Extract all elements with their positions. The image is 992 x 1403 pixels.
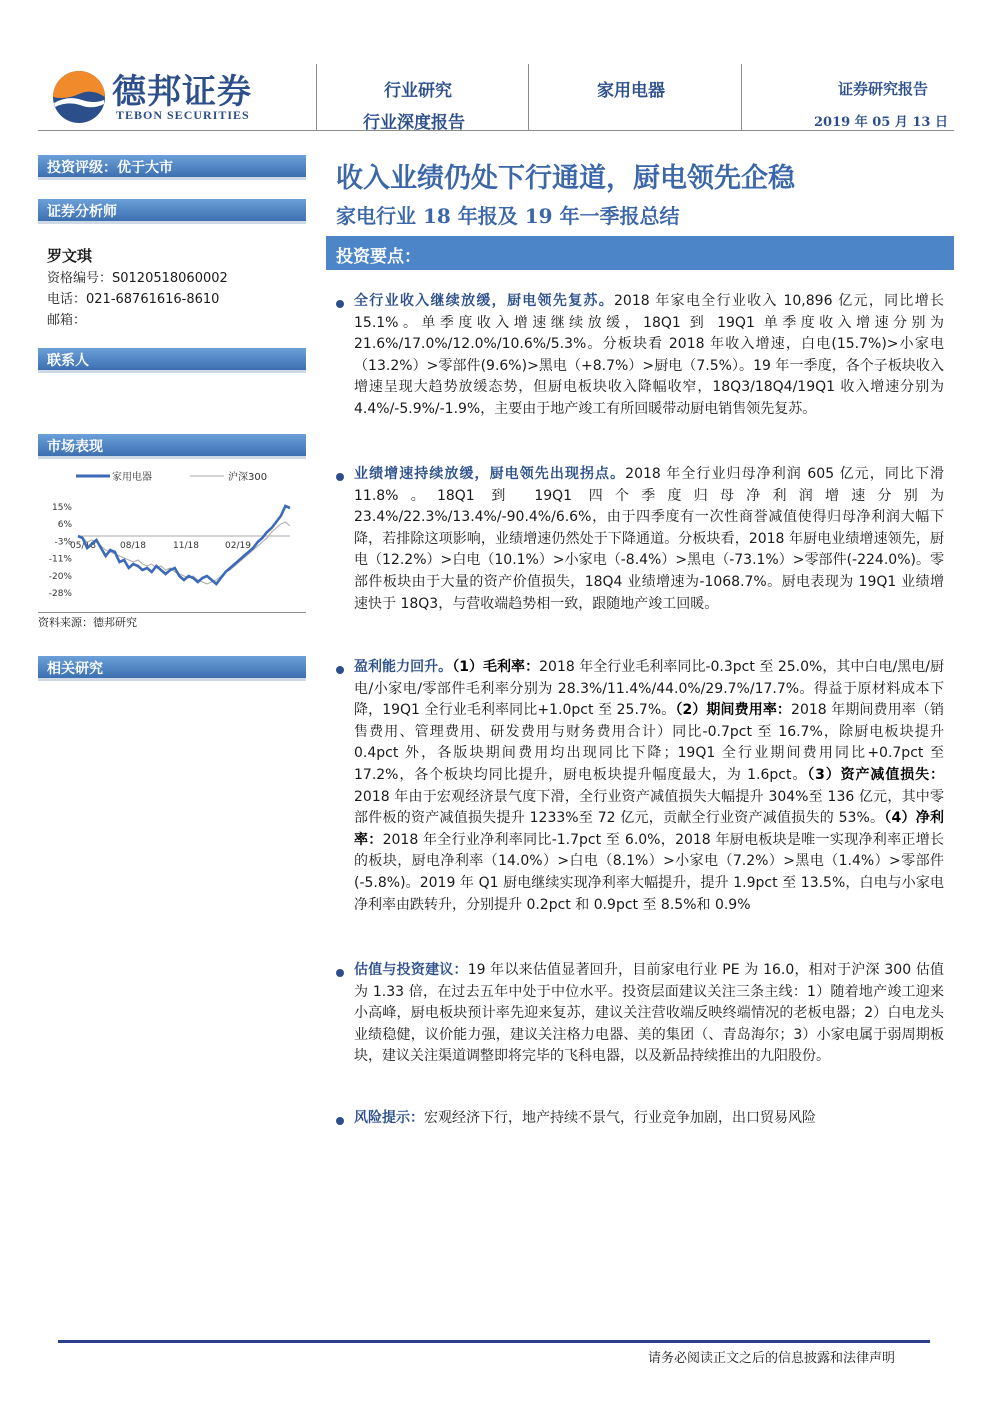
key-points-bar [326, 236, 954, 270]
logo-text-cn: 德邦证券 [112, 72, 252, 112]
related-heading: 相关研究 [47, 661, 103, 677]
logo [52, 70, 106, 124]
bullet-icon [336, 1117, 344, 1125]
contact-heading: 联系人 [47, 353, 89, 369]
y-tick-label: -11% [48, 554, 72, 565]
x-tick-label: 11/18 [173, 541, 199, 551]
footer-disclaimer: 请务必阅读正文之后的信息披露和法律声明 [648, 1351, 896, 1366]
analyst-cert: 资格编号：S0120518060002 [47, 271, 228, 286]
related-bar [38, 656, 306, 681]
point-text: 19 年以来估值显著回升，目前家电行业 PE 为 16.0，相对于沪深 300 估值为 1.33 倍，在过去五年中处于中位水平。投资层面建议关注三条主线：1）随着地产竣工迎来小高峰，厨电板块预计率先迎来复苏，建议关注营收端反映终端情况的老板电器；2）白电龙头业绩稳健，议价能力强，建议关注格力电器、美的集团（、青岛海尔；3）小家电属于弱周期板块，建议关注渠道调整即将完毕的飞科电器，以及新品持续推出的九阳股份。 [354, 962, 944, 1065]
market-heading: 市场表现 [47, 439, 103, 455]
point-lead: 业绩增速持续放缓，厨电领先出现拐点。 [354, 466, 626, 482]
report-date: 2019 年 05 月 13 日 [814, 115, 948, 130]
x-tick-label: 08/18 [120, 541, 146, 551]
point-text: 2018 年由于宏观经济景气度下滑，全行业资产减值损失大幅提升 304%至 136 亿元，其中零部件板的资产减值损失提升 1233%至 72 亿元，贡献全行业资产减值损失的 53%。 [354, 788, 944, 827]
point-text: 2018 年全行业归母净利润 605 亿元，同比下滑 11.8%。18Q1 到 19Q1 四个季度归母净利润增速分别为 23.4%/22.3%/13.4%/-90.4%/6.6%，由于四季度有一次性商誉减值使得归母净利润大幅下降，若排除这项影响，业绩增速仍然处于下降通道。分板块看，2018 年厨电业绩增速领先，厨电（12.2%）>白电（10.1%）>小家电（-8.4%）>黑电（-73.1%）>零部件(-224.0%)。零部件板块由于大量的资产价值损失，18Q4 业绩增速为-1068.7%。厨电表现为 19Q1 业绩增速快于 18Q3，与营收端趋势相一致，跟随地产竣工回暖。 [354, 466, 945, 612]
point-lead: 估值与投资建议： [354, 962, 468, 978]
point-text: 2018 年期间费用率（销售费用、管理费用、研发费用与财务费用合计）同比-0.7pct 至 16.7%，除厨电板块提升 0.4pct 外，各版块期间费用均出现同比下降；19Q1 全行业期间费用同比+0.7pct 至 17.2%，各个板块均同比提升，厨电板块提升幅度最大，为 1.6pct。 [354, 702, 944, 783]
point-lead: 风险提示： [354, 1110, 424, 1126]
contact-bar [38, 348, 306, 373]
point-risk [354, 1108, 944, 1130]
y-tick-label: 6% [57, 520, 72, 531]
key-points-heading: 投资要点： [336, 247, 421, 267]
report-category: 行业研究 [384, 81, 452, 101]
bullet-icon [336, 473, 344, 481]
chart-legend [76, 470, 267, 483]
header-rule [38, 130, 954, 131]
point-text: 宏观经济下行，地产持续不景气，行业竞争加剧，出口贸易风险 [424, 1110, 816, 1126]
report-type: 证券研究报告 [838, 80, 929, 98]
point-text: 2018 年全行业净利率同比-1.7pct 至 6.0%，2018 年厨电板块是唯一实现净利率正增长的板块，厨电净利率（14.0%）>白电（8.1%）>小家电（7.2%）>黑电（1.4%）>零部件 (-5.8%)。2019 年 Q1 厨电继续实现净利率大幅提升，提升 1.9pct 至 13.5%，白电与小家电净利率由跌转升，分别提升 0.2pct 和 0.9pct 至 8.5%和 0.9% [354, 831, 945, 913]
header-divider [316, 64, 317, 130]
point-valuation [354, 960, 944, 1068]
header-divider [528, 64, 529, 130]
rating-bar [38, 155, 306, 180]
analyst-phone: 电话：021-68761616-8610 [47, 292, 220, 307]
point-profitability [354, 657, 944, 916]
analyst-name: 罗文琪 [47, 247, 93, 265]
x-tick-label: 02/19 [225, 541, 251, 551]
report-subcategory: 行业深度报告 [363, 113, 465, 133]
y-tick-label: -20% [48, 571, 72, 582]
market-chart [38, 462, 306, 612]
chart-source: 资料来源：德邦研究 [38, 616, 137, 629]
analyst-heading: 证券分析师 [47, 204, 117, 220]
footer-rule [58, 1340, 930, 1343]
x-tick-label: 05/18 [70, 541, 96, 551]
analyst-bar [38, 199, 306, 224]
chart-rule [38, 612, 306, 613]
logo-text-en: TEBON SECURITIES [116, 108, 250, 122]
report-subtitle: 家电行业 18 年报及 19 年一季报总结 [336, 204, 680, 228]
header-divider [741, 64, 742, 130]
legend-label-series-1: 家用电器 [112, 472, 152, 483]
y-tick-label: -28% [48, 589, 72, 599]
point-text: 2018 年家电全行业收入 10,896 亿元，同比增长 15.1%。单季度收入增速继续放缓，18Q1 到 19Q1 单季度收入增速分别为 21.6%/17.0%/12.0%/10.6%/5.3%。分板块看 2018 年收入增速，白电(15.7%)>小家电（13.2%）>零部件(9.6%)>黑电（+8.7%）>厨电（7.5%）。19 年一季度，各个子板块收入增速呈现大趋势放缓态势，但厨电板块收入降幅收窄，18Q3/18Q4/19Q1 收入增速分别为 4.4%/-5.9%/-1.9%，主要由于地产竣工有所回暖带动厨电销售领先复苏。 [354, 293, 944, 417]
industry-label: 家用电器 [597, 81, 665, 101]
sub-lead: （1）毛利率： [452, 659, 540, 675]
point-text: 2018 年全行业毛利率同比-0.3pct 至 25.0%，其中白电/黑电/厨电/小家电/零部件毛利率分别为 28.3%/11.4%/44.0%/29.7%/17.7%。得益于原材料成本下降，19Q1 全行业毛利率同比+1.0pct 至 25.7%。 [354, 659, 945, 719]
analyst-email: 邮箱： [47, 313, 87, 328]
bullet-icon [336, 666, 344, 674]
sub-lead: （3）资产减值损失： [807, 766, 944, 783]
bullet-icon [336, 969, 344, 977]
sub-lead: （4）净利率： [354, 810, 944, 848]
point-revenue [354, 291, 944, 421]
sub-lead: （2）期间费用率： [675, 702, 792, 719]
y-tick-label: -3% [54, 537, 72, 548]
point-lead: 全行业收入继续放缓，厨电领先复苏。 [354, 293, 615, 309]
report-title: 收入业绩仍处下行通道，厨电领先企稳 [336, 163, 795, 194]
point-lead: 盈利能力回升。 [354, 659, 453, 675]
market-chart-svg [38, 462, 306, 612]
point-earnings [354, 464, 944, 615]
y-tick-label: 15% [51, 503, 72, 513]
rating-label: 投资评级：优于大市 [47, 160, 173, 176]
bullet-icon [336, 300, 344, 308]
series-line-沪深300 [78, 522, 290, 584]
logo-mark-icon [52, 70, 106, 124]
market-bar [38, 434, 306, 459]
legend-label-series-2: 沪深300 [228, 472, 268, 483]
